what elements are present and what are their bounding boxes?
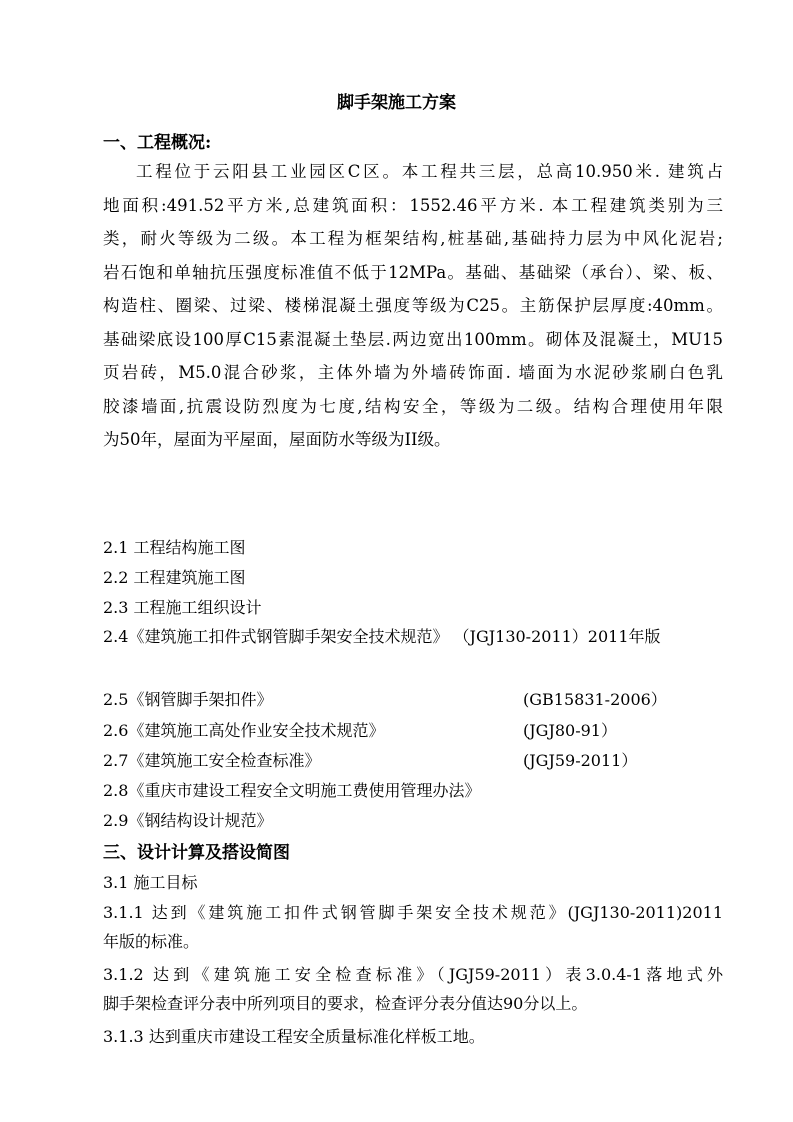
- reference-code: (GB15831-2006）: [523, 690, 667, 709]
- reference-code: (JGJ59-2011）: [523, 751, 638, 770]
- overview-paragraph: [103, 155, 723, 457]
- goal-line: 3.1.1 达到《建筑施工扣件式钢管脚手架安全技术规范》(JGJ130-2011)2011: [103, 903, 723, 922]
- reference-item: 2.9《钢结构设计规范》: [103, 811, 273, 830]
- goal-line: 年版的标准。: [103, 932, 200, 951]
- paragraph-line: 岩石饱和单轴抗压强度标准值不低于12MPa。基础、基础梁（承台）、梁、板、: [103, 262, 723, 282]
- paragraph-line: 胶漆墙面,抗震设防烈度为七度,结构安全，等级为二级。结构合理使用年限: [103, 396, 723, 416]
- reference-item: 2.3 工程施工组织设计: [103, 598, 262, 617]
- reference-item: 2.4《建筑施工扣件式钢管脚手架安全技术规范》 （JGJ130-2011）2011年版: [103, 627, 661, 646]
- goal-line: 脚手架检查评分表中所列项目的要求，检查评分表分值达90分以上。: [103, 994, 588, 1013]
- reference-title: 2.7《建筑施工安全检查标准》: [103, 751, 321, 770]
- reference-item: [103, 718, 617, 741]
- reference-item: 2.8《重庆市建设工程安全文明施工费使用管理办法》: [103, 781, 481, 800]
- paragraph-line: 构造柱、圈梁、过梁、楼梯混凝土强度等级为C25。主筋保护层厚度:40mm。: [103, 296, 723, 315]
- section-heading-design: 三、设计计算及搭设简图: [103, 843, 290, 863]
- reference-item: [103, 748, 638, 771]
- reference-title: 2.6《建筑施工高处作业安全技术规范》: [103, 721, 385, 740]
- goal-line: 3.1.3 达到重庆市建设工程安全质量标准化样板工地。: [103, 1027, 485, 1046]
- document-title: 脚手架施工方案: [337, 93, 456, 113]
- goal-item: [103, 1022, 723, 1051]
- section-heading-overview: 一、工程概况:: [103, 133, 212, 153]
- paragraph-line: 类，耐火等级为二级。本工程为框架结构,桩基础,基础持力层为中风化泥岩;: [103, 229, 723, 248]
- reference-item: [103, 687, 667, 710]
- paragraph-line: 页岩砖，M5.0混合砂浆，主体外墙为外墙砖饰面. 墙面为水泥砂浆刷白色乳: [103, 363, 723, 382]
- paragraph-line: 工程位于云阳县工业园区C区。本工程共三层，总高10.950米. 建筑占: [136, 162, 723, 181]
- goal-line: 3.1.2 达到《建筑施工安全检查标准》（JGJ59-2011）表3.0.4-1落地式外: [103, 965, 723, 984]
- reference-code: (JGJ80-91）: [523, 721, 617, 740]
- paragraph-line: 地面积:491.52平方米,总建筑面积：1552.46平方米. 本工程建筑类别为三: [103, 195, 723, 215]
- reference-title: 2.5《钢管脚手架扣件》: [103, 690, 273, 709]
- reference-item: 2.2 工程建筑施工图: [103, 568, 246, 587]
- paragraph-line: 基础梁底设100厚C15素混凝土垫层.两边宽出100mm。砌体及混凝土，MU15: [103, 329, 723, 349]
- paragraph-line: 为50年，屋面为平屋面，屋面防水等级为II级。: [103, 430, 451, 449]
- goal-item: [103, 960, 723, 1018]
- reference-item: 2.1 工程结构施工图: [103, 538, 246, 557]
- sub-heading-goals: 3.1 施工目标: [103, 873, 198, 892]
- goal-item: [103, 898, 723, 956]
